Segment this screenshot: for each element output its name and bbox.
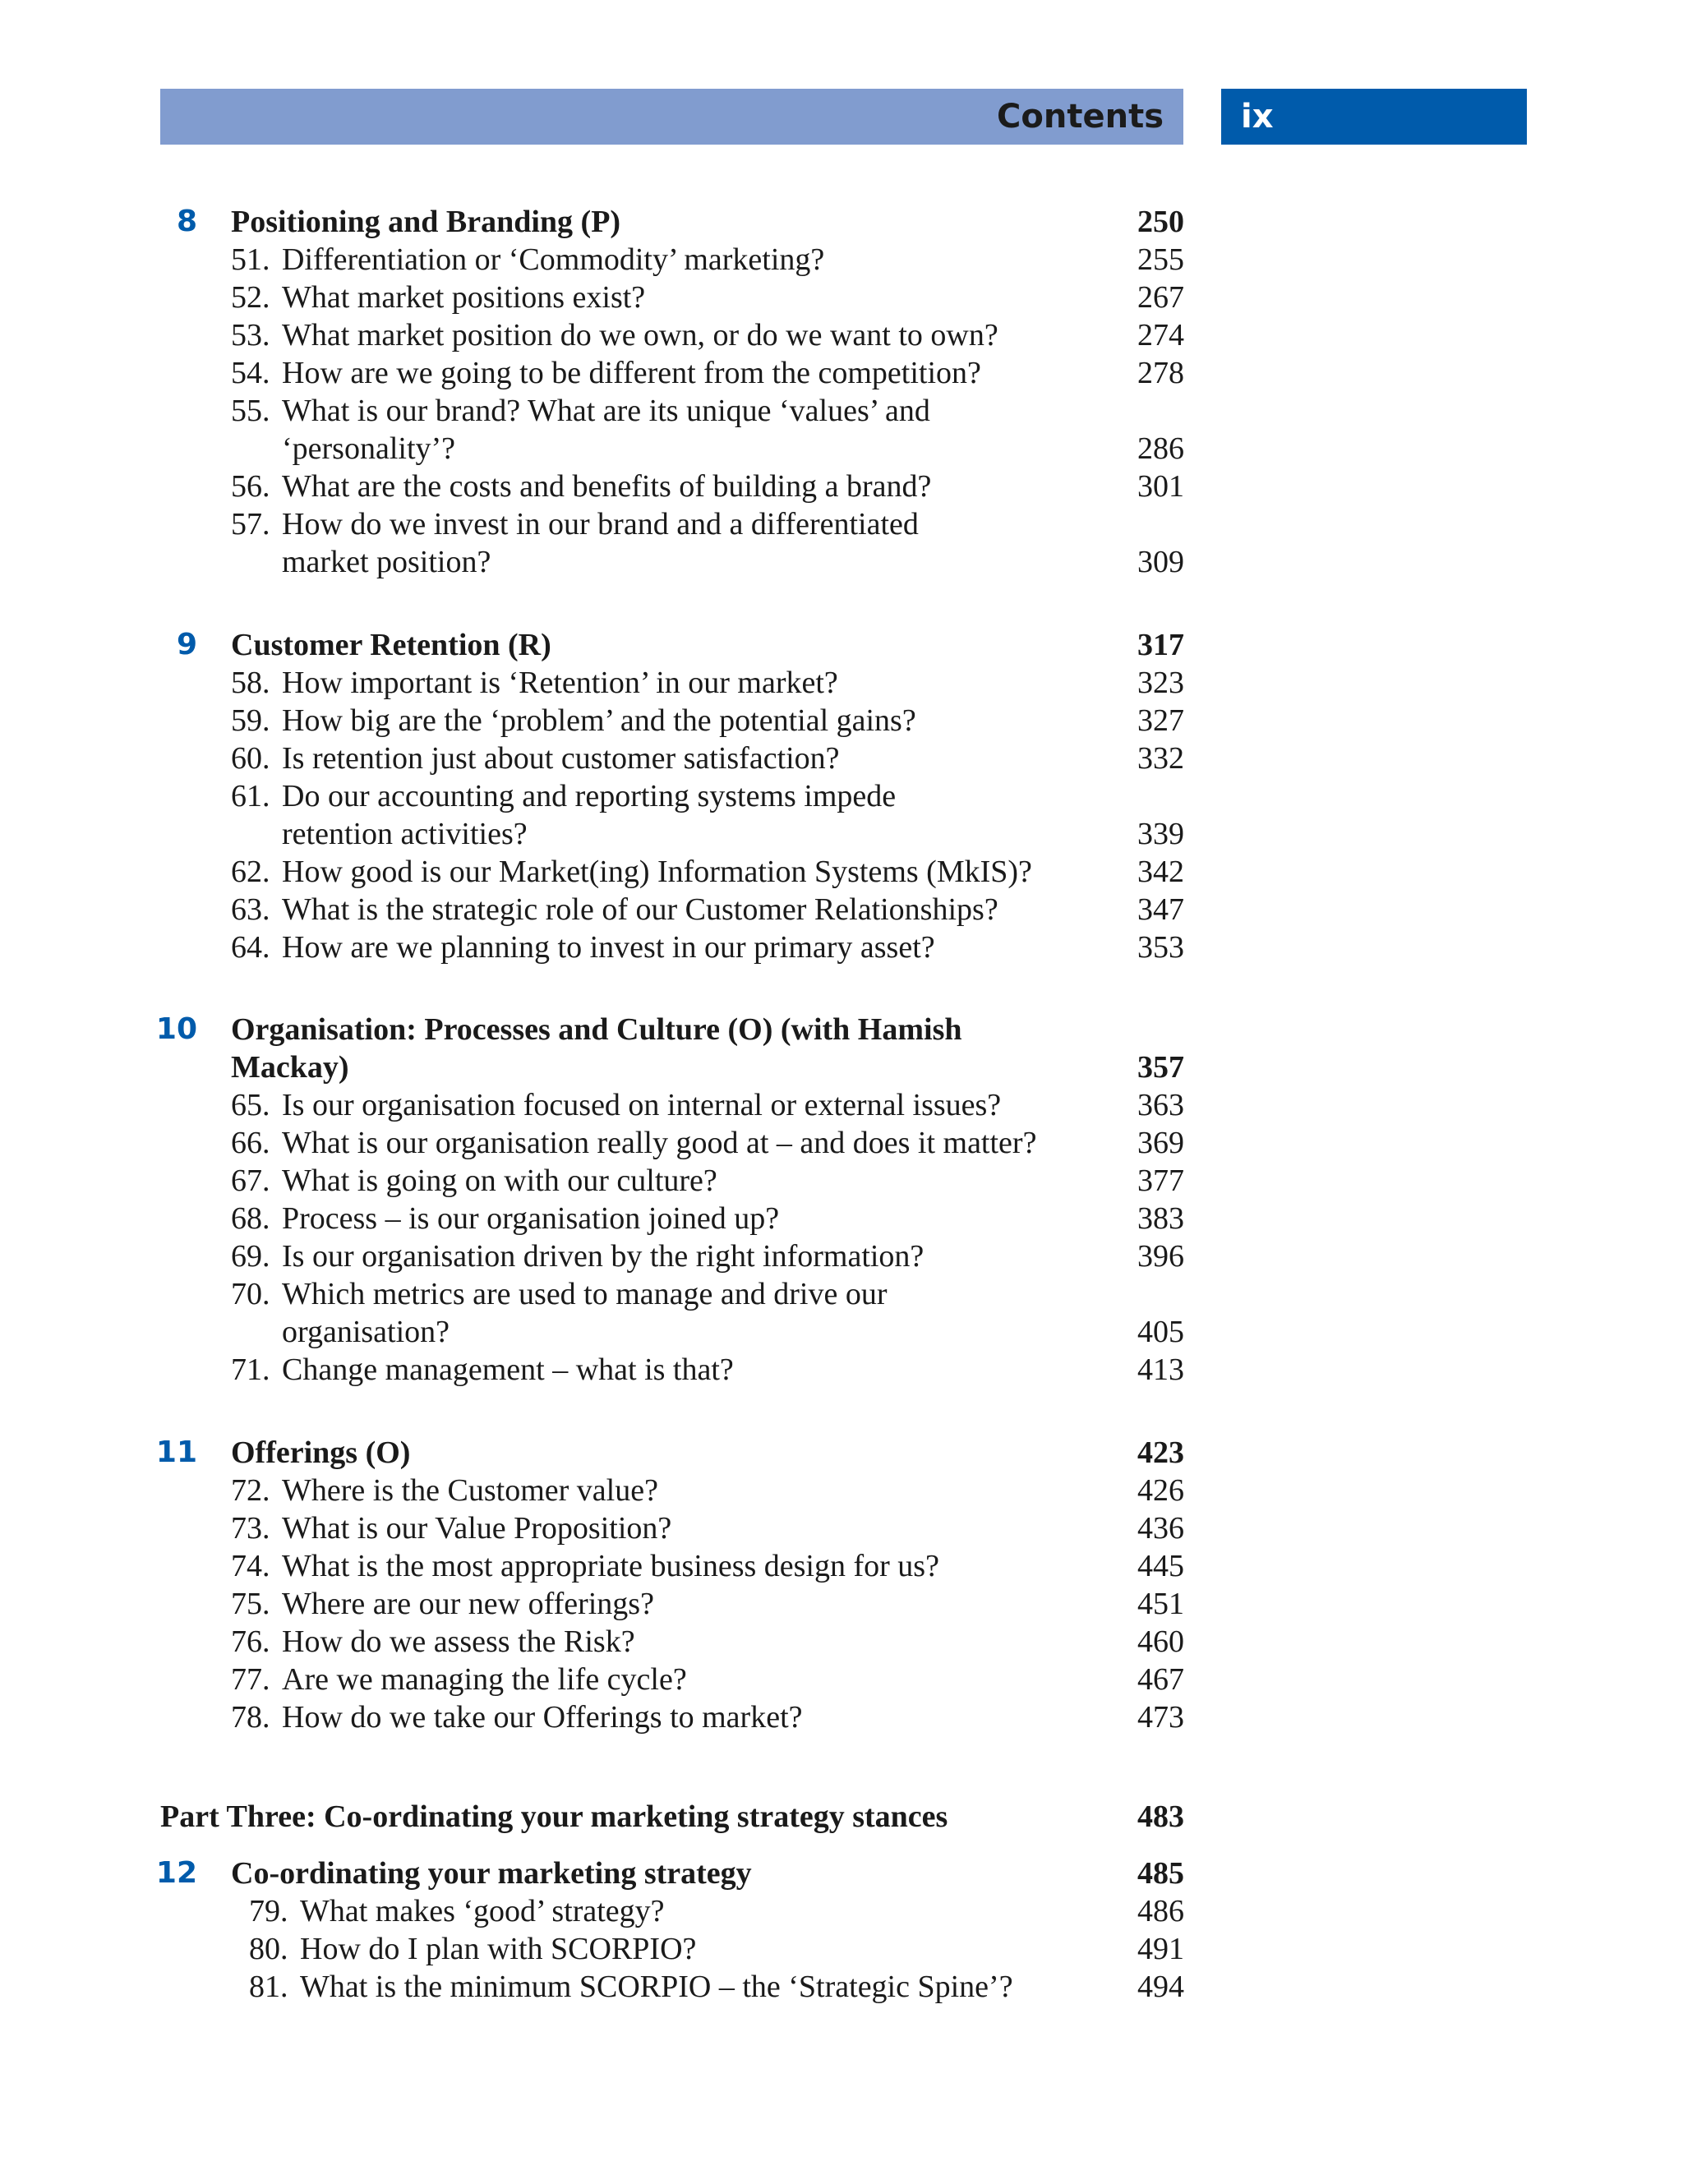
part-page: 483 <box>1137 1799 1184 1834</box>
item-title: How do I plan with SCORPIO? <box>300 1932 697 1966</box>
item-page: 286 <box>1137 431 1184 466</box>
item-number: 72. <box>231 1473 270 1508</box>
item-title: How are we going to be different from the competition? <box>282 356 981 390</box>
item-page: 377 <box>1137 1163 1184 1198</box>
item-page: 267 <box>1137 280 1184 315</box>
item-title-continued: ‘personality’? <box>282 431 456 466</box>
chapter-page: 357 <box>1137 1050 1184 1085</box>
item-page: 494 <box>1137 1970 1184 2004</box>
item-title: Where are our new offerings? <box>282 1587 654 1621</box>
item-title: Are we managing the life cycle? <box>282 1662 687 1697</box>
item-number: 74. <box>231 1549 270 1583</box>
item-title: What is our Value Proposition? <box>282 1511 672 1546</box>
item-number: 71. <box>231 1352 270 1387</box>
item-title: What makes ‘good’ strategy? <box>300 1894 665 1928</box>
chapter-page: 423 <box>1137 1435 1184 1470</box>
item-title: What is the strategic role of our Customer Relationships? <box>282 892 998 927</box>
item-number: 73. <box>231 1511 270 1546</box>
item-number: 79. <box>249 1894 288 1928</box>
chapter-page: 317 <box>1137 628 1184 662</box>
item-title: Process – is our organisation joined up? <box>282 1201 780 1236</box>
item-page: 301 <box>1137 469 1184 504</box>
item-page: 486 <box>1137 1894 1184 1928</box>
item-number: 78. <box>231 1700 270 1735</box>
item-number: 61. <box>231 779 270 813</box>
item-number: 66. <box>231 1126 270 1160</box>
item-title: Change management – what is that? <box>282 1352 734 1387</box>
item-number: 76. <box>231 1624 270 1659</box>
item-page: 353 <box>1137 930 1184 965</box>
item-title: How big are the ‘problem’ and the potential gains? <box>282 703 916 738</box>
chapter-title: Organisation: Processes and Culture (O) (with Hamish <box>231 1012 962 1047</box>
item-title-continued: market position? <box>282 545 491 579</box>
item-title: How do we invest in our brand and a differentiated <box>282 507 919 541</box>
item-title: Do our accounting and reporting systems impede <box>282 779 897 813</box>
chapter-number: 8 <box>176 205 197 238</box>
item-title: How do we assess the Risk? <box>282 1624 635 1659</box>
item-number: 60. <box>231 741 270 776</box>
chapter-title: Co-ordinating your marketing strategy <box>231 1856 752 1891</box>
item-page: 451 <box>1137 1587 1184 1621</box>
item-title: Is retention just about customer satisfaction? <box>282 741 840 776</box>
item-page: 332 <box>1137 741 1184 776</box>
item-page: 309 <box>1137 545 1184 579</box>
item-title: How important is ‘Retention’ in our market? <box>282 666 838 700</box>
item-title-continued: retention activities? <box>282 817 528 851</box>
chapter-number: 10 <box>155 1012 197 1046</box>
item-number: 67. <box>231 1163 270 1198</box>
chapter-number: 11 <box>155 1435 197 1469</box>
item-page: 436 <box>1137 1511 1184 1546</box>
item-number: 52. <box>231 280 270 315</box>
item-title: What is the most appropriate business design for us? <box>282 1549 939 1583</box>
item-number: 56. <box>231 469 270 504</box>
item-page: 347 <box>1137 892 1184 927</box>
item-page: 278 <box>1137 356 1184 390</box>
chapter-title-continued: Mackay) <box>231 1050 349 1085</box>
item-page: 426 <box>1137 1473 1184 1508</box>
item-number: 59. <box>231 703 270 738</box>
item-page: 467 <box>1137 1662 1184 1697</box>
item-page: 460 <box>1137 1624 1184 1659</box>
item-title: How are we planning to invest in our primary asset? <box>282 930 935 965</box>
item-page: 363 <box>1137 1088 1184 1122</box>
item-number: 81. <box>249 1970 288 2004</box>
item-page: 491 <box>1137 1932 1184 1966</box>
item-page: 405 <box>1137 1315 1184 1349</box>
item-page: 445 <box>1137 1549 1184 1583</box>
page-number: ix <box>1241 98 1274 136</box>
item-title: What is going on with our culture? <box>282 1163 717 1198</box>
item-page: 396 <box>1137 1239 1184 1274</box>
item-number: 64. <box>231 930 270 965</box>
item-page: 342 <box>1137 855 1184 889</box>
chapter-page: 485 <box>1137 1856 1184 1891</box>
item-title: Is our organisation driven by the right information? <box>282 1239 924 1274</box>
item-number: 65. <box>231 1088 270 1122</box>
item-number: 58. <box>231 666 270 700</box>
chapter-title: Customer Retention (R) <box>231 628 551 662</box>
part-title: Part Three: Co-ordinating your marketing strategy stances <box>160 1799 948 1834</box>
item-title: How do we take our Offerings to market? <box>282 1700 803 1735</box>
item-page: 274 <box>1137 318 1184 352</box>
item-title: What is the minimum SCORPIO – the ‘Strategic Spine’? <box>300 1970 1013 2004</box>
item-number: 69. <box>231 1239 270 1274</box>
item-number: 70. <box>231 1277 270 1311</box>
item-title: How good is our Market(ing) Information Systems (MkIS)? <box>282 855 1032 889</box>
item-page: 413 <box>1137 1352 1184 1387</box>
running-header-title: Contents <box>997 98 1164 136</box>
item-title: Is our organisation focused on internal or external issues? <box>282 1088 1002 1122</box>
chapter-number: 12 <box>155 1856 197 1890</box>
item-title: Differentiation or ‘Commodity’ marketing? <box>282 242 825 277</box>
item-number: 80. <box>249 1932 288 1966</box>
item-title: Where is the Customer value? <box>282 1473 658 1508</box>
item-number: 57. <box>231 507 270 541</box>
item-title: What is our brand? What are its unique ‘values’ and <box>282 394 930 428</box>
item-number: 55. <box>231 394 270 428</box>
chapter-page: 250 <box>1137 205 1184 239</box>
item-title: What market position do we own, or do we want to own? <box>282 318 998 352</box>
item-number: 77. <box>231 1662 270 1697</box>
item-page: 339 <box>1137 817 1184 851</box>
item-number: 51. <box>231 242 270 277</box>
chapter-title: Offerings (O) <box>231 1435 411 1470</box>
item-title: What are the costs and benefits of building a brand? <box>282 469 932 504</box>
item-page: 323 <box>1137 666 1184 700</box>
item-page: 369 <box>1137 1126 1184 1160</box>
item-number: 75. <box>231 1587 270 1621</box>
item-number: 63. <box>231 892 270 927</box>
item-title: What market positions exist? <box>282 280 646 315</box>
item-title: What is our organisation really good at – and does it matter? <box>282 1126 1037 1160</box>
item-page: 255 <box>1137 242 1184 277</box>
item-number: 62. <box>231 855 270 889</box>
item-page: 383 <box>1137 1201 1184 1236</box>
item-number: 53. <box>231 318 270 352</box>
item-title: Which metrics are used to manage and drive our <box>282 1277 888 1311</box>
item-title-continued: organisation? <box>282 1315 450 1349</box>
item-page: 473 <box>1137 1700 1184 1735</box>
chapter-title: Positioning and Branding (P) <box>231 205 621 239</box>
item-number: 54. <box>231 356 270 390</box>
item-page: 327 <box>1137 703 1184 738</box>
chapter-number: 9 <box>176 628 197 661</box>
item-number: 68. <box>231 1201 270 1236</box>
